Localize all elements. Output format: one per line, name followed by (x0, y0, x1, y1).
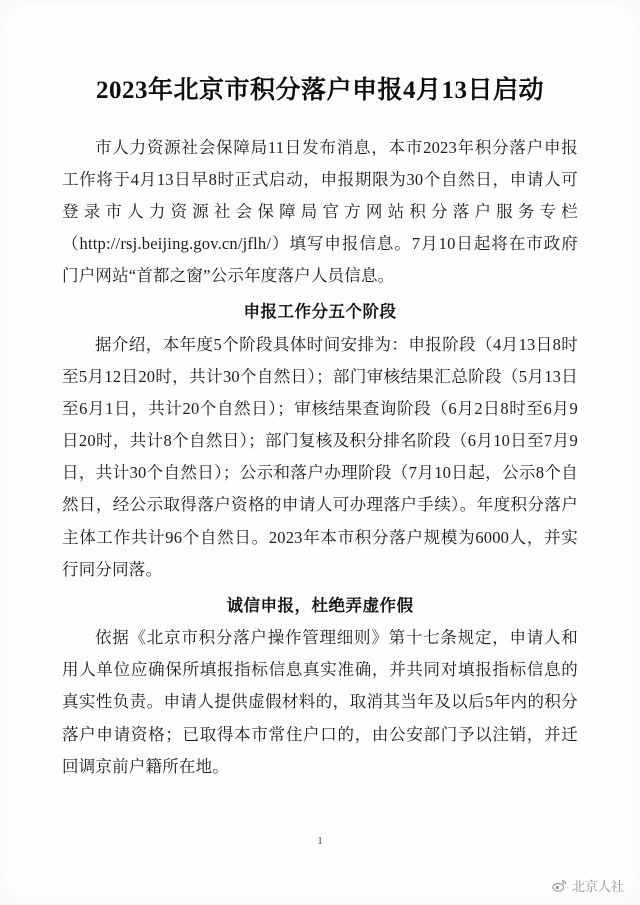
document-body (0, 110, 640, 783)
watermark (552, 876, 624, 895)
page-title: 2023年北京市积分落户申报4月13日启动 (95, 77, 544, 104)
section-heading-2: 诚信申报，杜绝弄虚作假 (226, 595, 414, 615)
paragraph-1: 市人力资源社会保障局11日发布消息，本市2023年积分落户申报工作将于4月13日早8时正式启动，申报期限为30个自然日，申请人可登录市人力资源社会保障局官方网站积分落户服务专栏（http://rsj.beijing.gov.cn/jflh/）填写申报信息。7月10日起将在市政府门户网站“首都之窗”公示年度落户人员信息。 (62, 137, 578, 286)
weibo-icon (552, 878, 567, 893)
page-number: 1 (317, 835, 323, 847)
watermark-label: 北京人社 (571, 879, 624, 894)
paragraph-2: 据介绍，本年度5个阶段具体时间安排为：申报阶段（4月13日8时至5月12日20时，共计30个自然日）；部门审核结果汇总阶段（5月13日至6月1日，共计20个自然日）；审核结果查询阶段（6月2日8时至6月9日20时，共计8个自然日）；部门复核及积分排名阶段（6月10日至7月9日，共计30个自然日）；公示和落户办理阶段（7月10日起，公示8个自然日，经公示取得落户资格的申请人可办理落户手续）。年度积分落户主体工作共计96个自然日。2023年本市积分落户规模为6000人，并实行同分同落。 (62, 334, 578, 579)
section-heading-1: 申报工作分五个阶段 (243, 302, 397, 322)
paragraph-3: 依据《北京市积分落户操作管理细则》第十七条规定，申请人和用人单位应确保所填报指标信息真实准确，并共同对填报指标信息的真实性负责。申请人提供虚假材料的，取消其当年及以后5年内的积分落户申请资格；已取得本市常住户口的，由公安部门予以注销，并迁回调京前户籍所在地。 (62, 628, 578, 776)
